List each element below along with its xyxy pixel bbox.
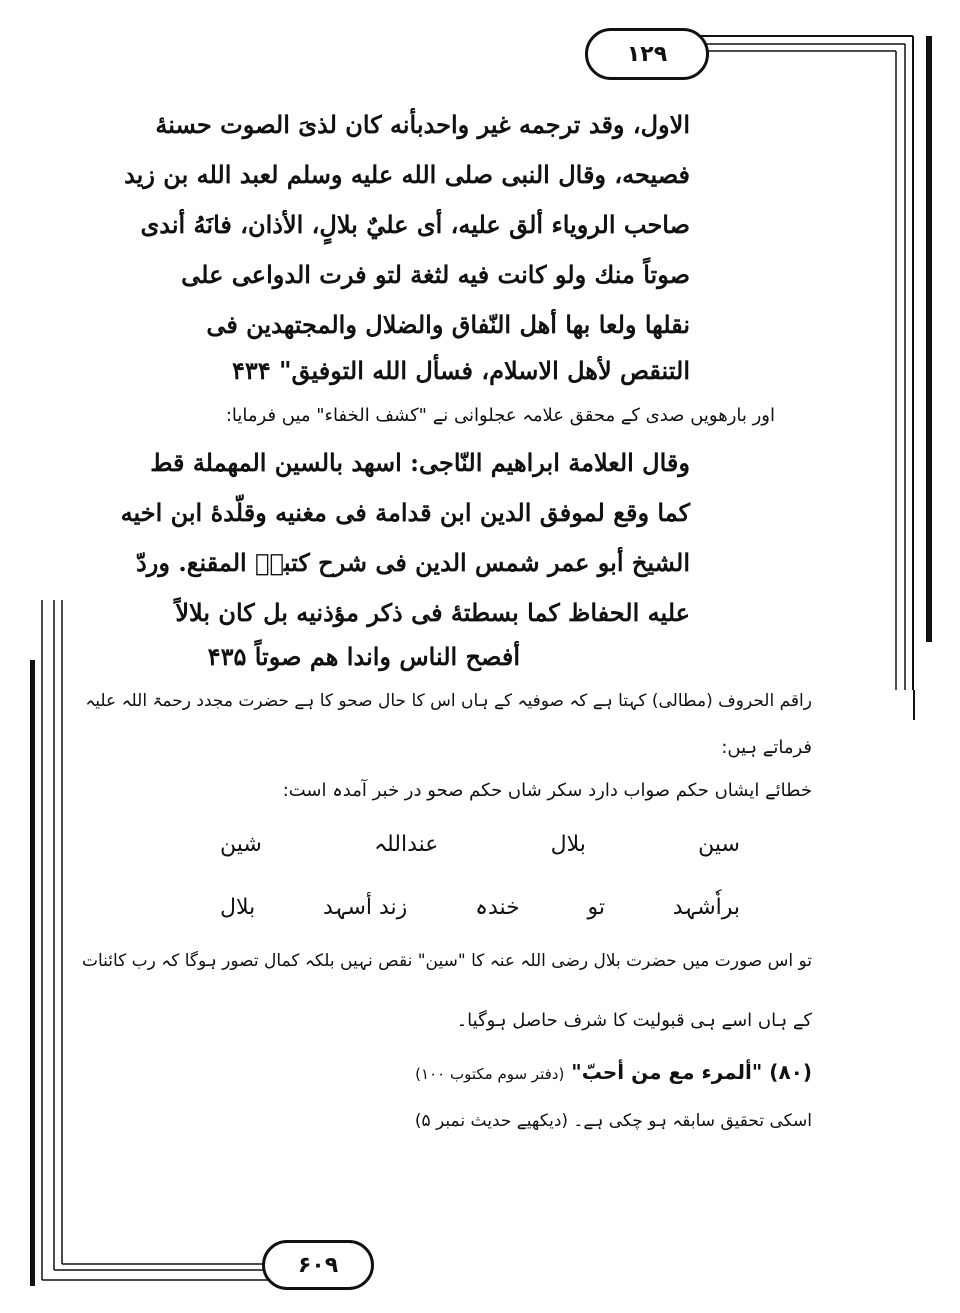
word-table-cell: عنداللہ	[374, 832, 439, 857]
arabic-quote-2-line-5: أفصح الناس واندا هم صوتاً ۴۳۵	[207, 642, 520, 671]
arabic-quote-1-line-1: الاول، وقد ترجمه غير واحدبأنه كان لذىَ الصوت حسنهٔ	[155, 110, 690, 139]
word-table-cell: سین	[698, 832, 740, 857]
word-table-cell: تو	[587, 895, 605, 920]
arabic-quote-1-line-4: صوتاً منك ولو كانت فيه لثغة لتو فرت الدواعى على	[181, 260, 690, 289]
word-table-cell: بلال	[550, 832, 586, 857]
urdu-intro: اور بارھویں صدی کے محقق علامہ عجلوانی نے "کشف الخفاء" میں فرمایا:	[225, 405, 775, 426]
hadith-80-heading-text: (۸۰) "ألمرء مع من أحبّ"	[571, 1060, 812, 1084]
hadith-80-heading	[415, 1060, 812, 1084]
header-page-number-text: ۱۲۹	[626, 41, 668, 67]
urdu-para-2-line-2: کے ہاں اسے ہی قبولیت کا شرف حاصل ہوگیا۔	[456, 1010, 812, 1031]
footer-page-number-text: ۶۰۹	[297, 1252, 339, 1278]
hadith-80-note: اسکی تحقیق سابقہ ہو چکی ہے۔ (دیکھیے حدیث نمبر ۵)	[414, 1111, 812, 1131]
word-table-cell: زند أسہد	[323, 895, 408, 920]
arabic-quote-2-line-2: كما وقع لموفق الدين ابن قدامة فى مغنيه وقلّدهٔ ابن اخيه	[120, 498, 690, 527]
footer-page-number	[262, 1240, 374, 1290]
hadith-80-reference: (دفتر سوم مکتوب ۱۰۰)	[415, 1065, 565, 1083]
urdu-para-1-line-2: فرماتے ہیں:	[721, 737, 812, 758]
word-table-row-1	[220, 832, 740, 857]
arabic-quote-1-line-3: صاحب الروياء ألق عليه، أى عليٌ بلالٍ، الأذان، فانَهُ أندى	[140, 210, 690, 239]
urdu-para-1-line-1: راقم الحروف (مطالی) کہتا ہے کہ صوفیہ کے ہاں اس کا حال صحو کا ہے حضرت مجدد رحمۃ اللہ علیہ	[85, 691, 812, 711]
arabic-quote-2-line-1: وقال العلامة ابراهيم النّاجى: اسهد بالسين المهملة قط	[150, 448, 690, 477]
arabic-quote-1-line-5: نقلها ولعا بها أهل النّفاق والضلال والمجتهدين فى	[206, 310, 690, 339]
arabic-quote-2-line-4: عليه الحفاظ كما بسطتهٔ فى ذكر مؤذنيه بل كان بلالاً	[175, 598, 690, 627]
header-page-number	[585, 28, 709, 80]
word-table-cell: خندہ	[475, 895, 520, 920]
word-table-cell: شین	[220, 832, 262, 857]
persian-line: خطائے ایشاں حکم صواب دارد سکر شاں حکم صحو در خبر آمدہ است:	[282, 780, 812, 801]
word-table-cell: براٗشہد	[672, 895, 740, 920]
arabic-quote-1-line-6: التنقص لأهل الاسلام، فسأل الله التوفيق" ۴۳۴	[231, 356, 690, 385]
urdu-para-2-line-1: تو اس صورت میں حضرت بلال رضی اللہ عنہ کا "سین" نقص نہیں بلکہ کمال تصور ہوگا کہ رب کائنات	[81, 951, 812, 971]
word-table-cell: بلال	[220, 895, 256, 920]
arabic-quote-2-line-3: الشيخ أبو عمر شمس الدين فى شرح كتبهٖ المقنع. وردّ	[136, 548, 690, 577]
word-table-row-2	[220, 895, 740, 920]
arabic-quote-1-line-2: فصيحه، وقال النبى صلى الله عليه وسلم لعبد الله بن زيد	[124, 160, 690, 189]
